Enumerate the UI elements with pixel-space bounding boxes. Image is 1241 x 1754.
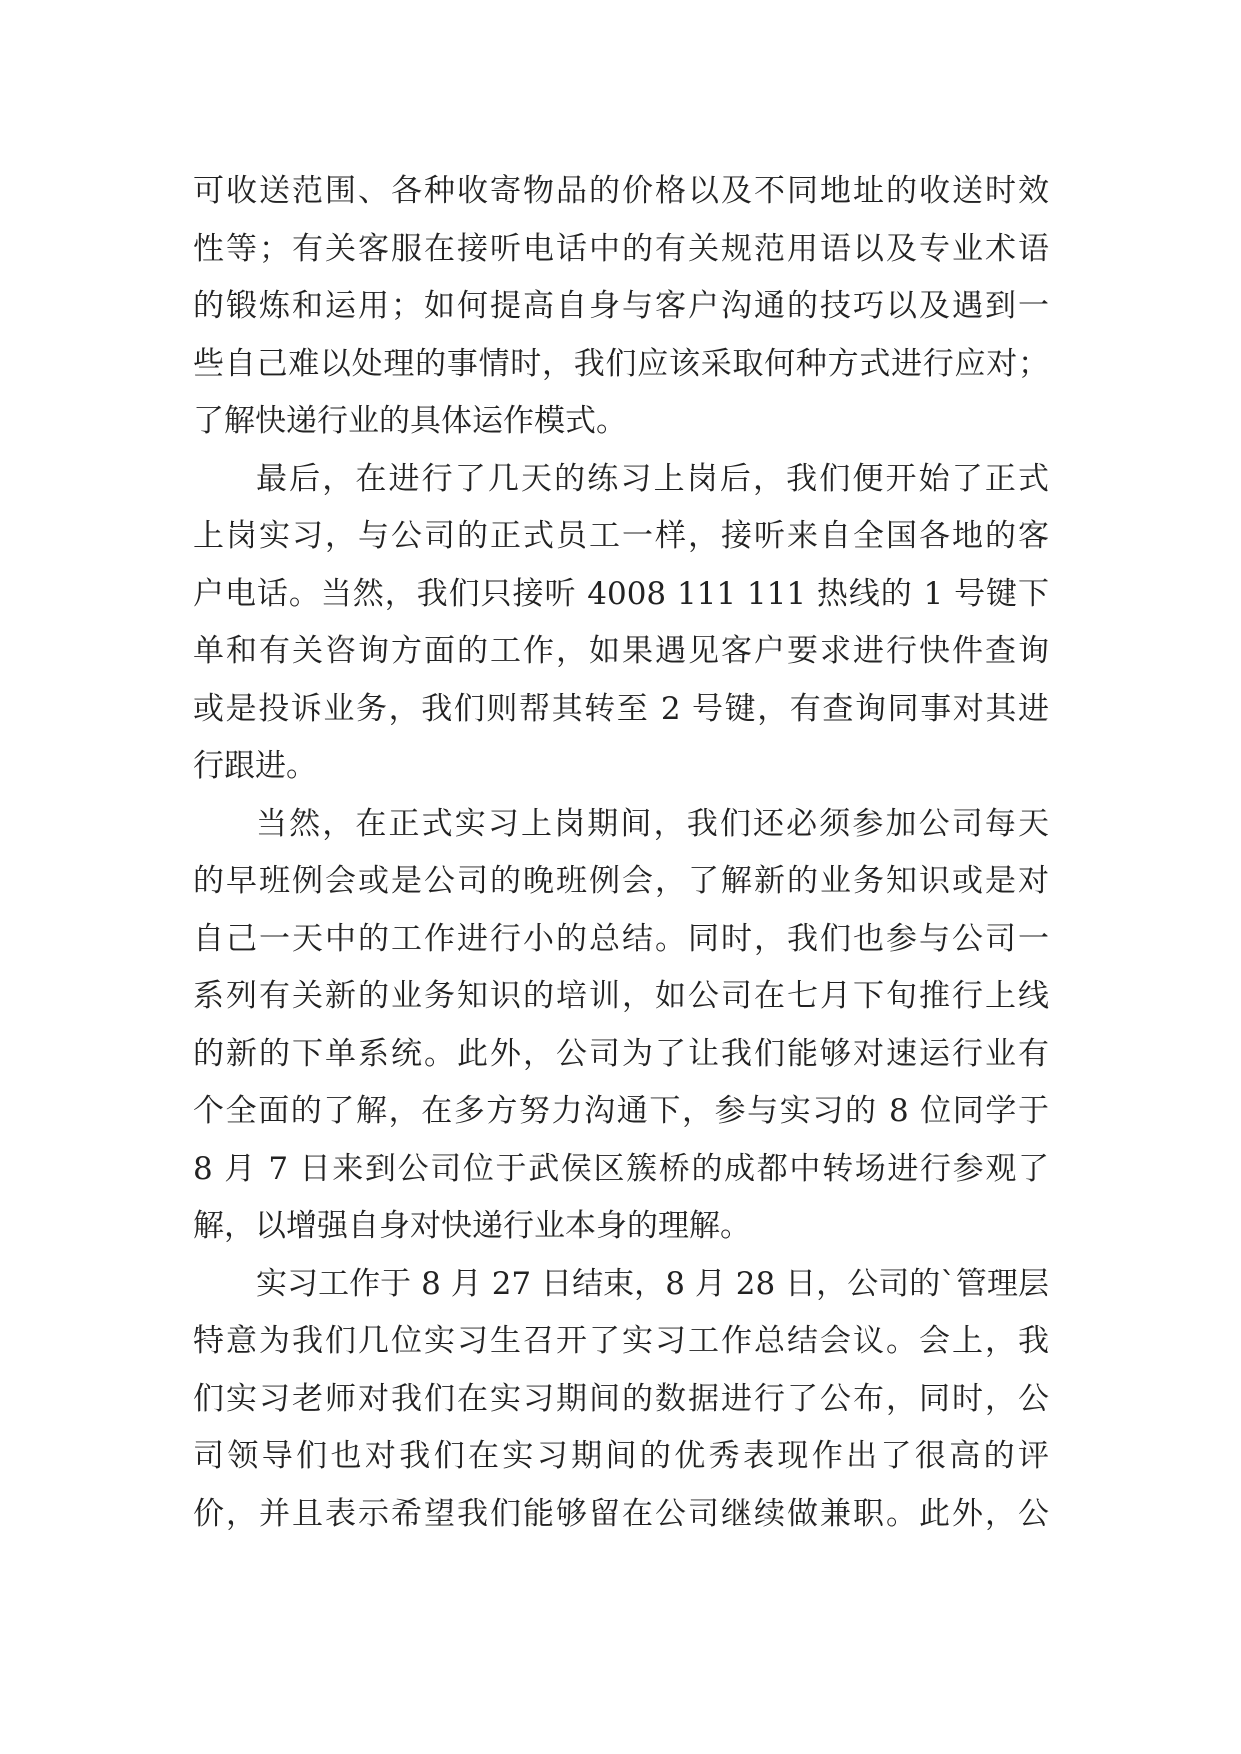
text-line: 解，以增强自身对快递行业本身的理解。 xyxy=(193,1208,751,1244)
text-line: 个全面的了解，在多方努力沟通下，参与实习的 8 位同学于 xyxy=(193,1093,1049,1129)
text-line: 些自己难以处理的事情时，我们应该采取何种方式进行应对； xyxy=(193,345,1049,382)
text-line: 实习工作于 8 月 27 日结束，8 月 28 日，公司的`管理层 xyxy=(256,1265,1049,1302)
text-line: 上岗实习，与公司的正式员工一样，接听来自全国各地的客 xyxy=(193,518,1049,554)
text-line: 单和有关咨询方面的工作，如果遇见客户要求进行快件查询 xyxy=(193,633,1049,669)
text-line: 或是投诉业务，我们则帮其转至 2 号键，有查询同事对其进 xyxy=(193,690,1049,727)
text-line: 8 月 7 日来到公司位于武侯区簇桥的成都中转场进行参观了 xyxy=(193,1150,1049,1187)
body-text xyxy=(193,163,1049,1543)
text-line: 司领导们也对我们在实习期间的优秀表现作出了很高的评 xyxy=(193,1438,1049,1474)
text-line: 可收送范围、各种收寄物品的价格以及不同地址的收送时效 xyxy=(193,173,1049,209)
text-line: 户电话。当然，我们只接听 4008 111 111 热线的 1 号键下 xyxy=(193,575,1049,612)
text-line: 的早班例会或是公司的晚班例会，了解新的业务知识或是对 xyxy=(193,863,1049,899)
text-line: 特意为我们几位实习生召开了实习工作总结会议。会上，我 xyxy=(193,1323,1049,1359)
text-line: 当然，在正式实习上岗期间，我们还必须参加公司每天 xyxy=(256,805,1049,842)
text-line: 自己一天中的工作进行小的总结。同时，我们也参与公司一 xyxy=(193,920,1049,957)
text-line: 的锻炼和运用；如何提高自身与客户沟通的技巧以及遇到一 xyxy=(193,288,1049,324)
text-line: 价，并且表示希望我们能够留在公司继续做兼职。此外，公 xyxy=(193,1495,1049,1532)
text-line: 们实习老师对我们在实习期间的数据进行了公布，同时，公 xyxy=(193,1380,1049,1417)
text-line: 行跟进。 xyxy=(193,748,317,784)
text-line: 最后，在进行了几天的练习上岗后，我们便开始了正式 xyxy=(256,460,1049,497)
text-line: 系列有关新的业务知识的培训，如公司在七月下旬推行上线 xyxy=(193,978,1049,1014)
text-line: 性等；有关客服在接听电话中的有关规范用语以及专业术语 xyxy=(193,230,1049,267)
text-line: 的新的下单系统。此外，公司为了让我们能够对速运行业有 xyxy=(193,1035,1049,1072)
text-line: 了解快递行业的具体运作模式。 xyxy=(193,403,627,439)
